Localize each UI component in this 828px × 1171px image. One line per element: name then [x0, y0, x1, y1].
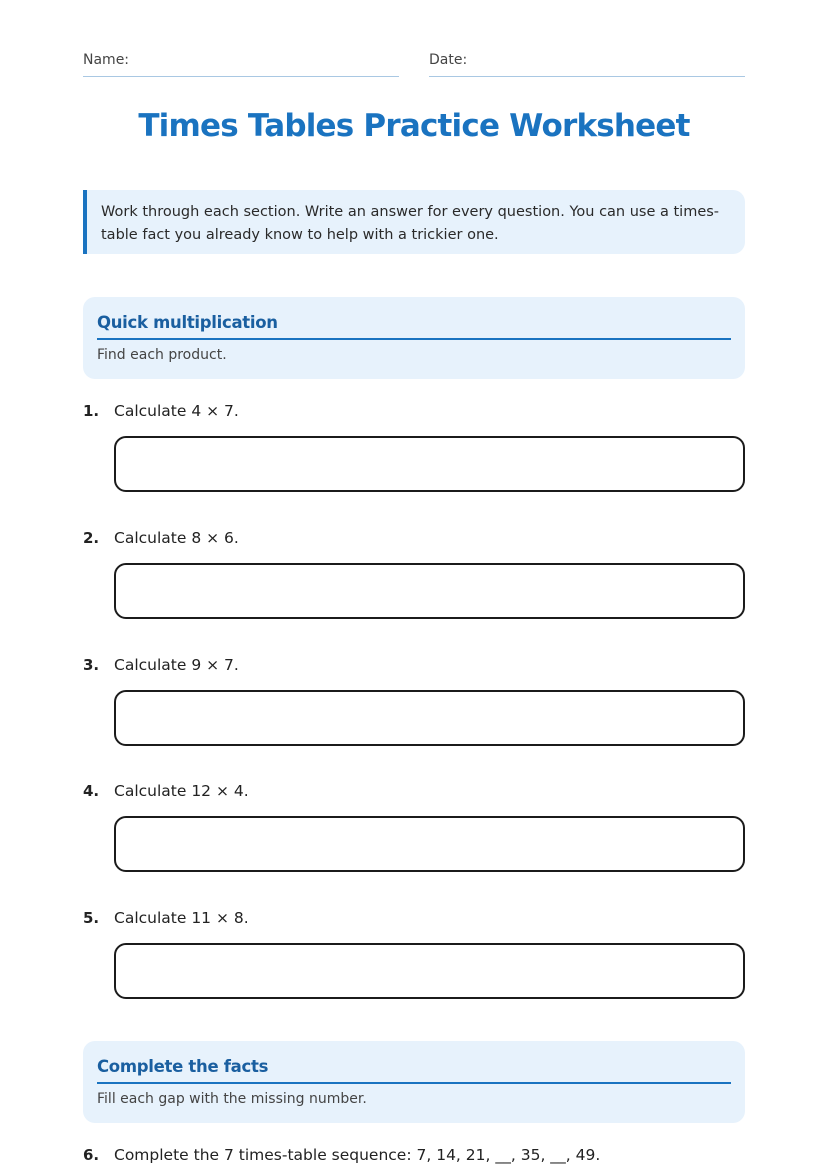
section-quick-multiplication [83, 297, 745, 379]
answer-box-4[interactable] [114, 816, 745, 872]
question-text: Calculate 11 × 8. [114, 909, 249, 927]
question-number: 4. [83, 782, 100, 800]
section-heading: Complete the facts [97, 1055, 731, 1084]
header-fields [83, 52, 745, 78]
name-field[interactable] [83, 52, 399, 77]
question-number: 2. [83, 529, 100, 547]
section-description: Fill each gap with the missing number. [97, 1091, 367, 1107]
question-text: Calculate 12 × 4. [114, 782, 249, 800]
name-label: Name: [83, 52, 130, 68]
question-text: Calculate 8 × 6. [114, 529, 239, 547]
answer-box-3[interactable] [114, 690, 745, 746]
question-number: 3. [83, 656, 100, 674]
section-description: Find each product. [97, 347, 227, 363]
question-number: 5. [83, 909, 100, 927]
answer-box-1[interactable] [114, 436, 745, 492]
question-number: 6. [83, 1146, 100, 1164]
page-title: Times Tables Practice Worksheet [138, 108, 690, 144]
question-text: Complete the 7 times-table sequence: 7, 14, 21, __, 35, __, 49. [114, 1146, 601, 1164]
answer-box-2[interactable] [114, 563, 745, 619]
instructions-text: Work through each section. Write an answer for every question. You can use a times-table fact you already know to help with a trickier one. [101, 204, 720, 243]
instructions-box [83, 190, 745, 254]
question-number: 1. [83, 402, 100, 420]
section-complete-the-facts [83, 1041, 745, 1123]
question-text: Calculate 4 × 7. [114, 402, 239, 420]
date-label: Date: [429, 52, 468, 68]
date-field[interactable] [429, 52, 745, 77]
question-text: Calculate 9 × 7. [114, 656, 239, 674]
answer-box-5[interactable] [114, 943, 745, 999]
section-heading: Quick multiplication [97, 311, 731, 340]
